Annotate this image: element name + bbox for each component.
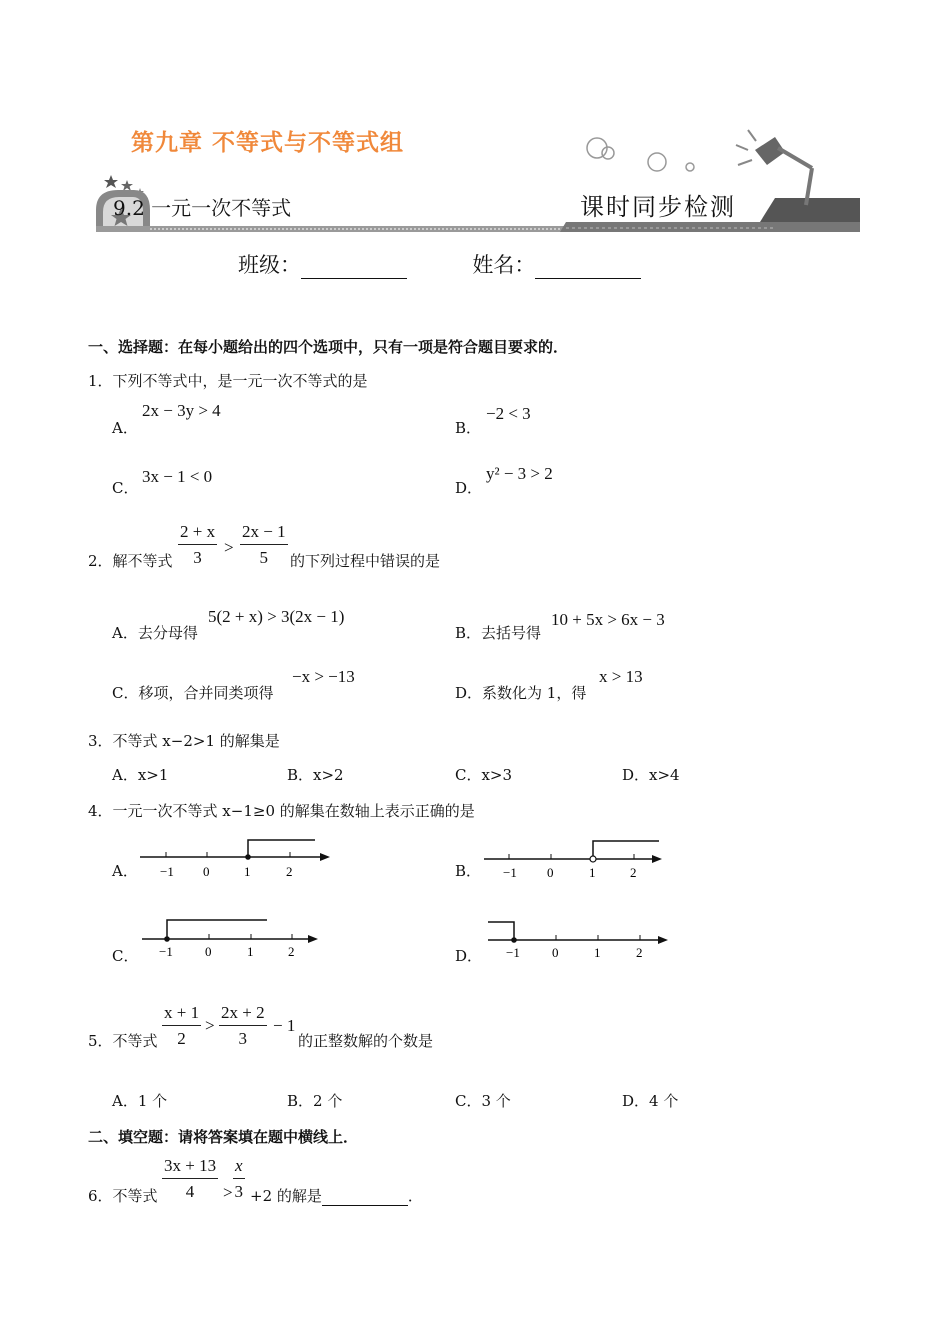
tick-label: 0 [552, 945, 559, 960]
q2-suffix: 的下列过程中错误的是 [290, 552, 441, 570]
part1-heading: 一、选择题：在每小题给出的四个选项中，只有一项是符合题目要求的． [88, 338, 569, 356]
q5-fraction-2 [219, 1003, 267, 1049]
q6-suffix-row [250, 1185, 423, 1206]
q5-fraction-1 [162, 1003, 201, 1049]
q2-option-b-label[interactable]: B．去括号得 [455, 624, 542, 642]
q5-option-c[interactable]: C．3 个 [455, 1092, 511, 1110]
star-icon [121, 180, 133, 191]
class-blank[interactable] [301, 260, 407, 279]
tick-label: 0 [205, 944, 212, 959]
tick-label: −1 [159, 944, 173, 959]
q2-fraction-2 [240, 522, 288, 568]
q4-option-a-label[interactable]: A． [112, 862, 138, 880]
number-line-c [142, 916, 342, 966]
tick-label: −1 [506, 945, 520, 960]
q2-fraction-1-den: 3 [193, 548, 202, 567]
q5-fraction-2-den: 3 [238, 1029, 248, 1048]
q1-option-c-expr: 3x − 1 < 0 [142, 467, 213, 486]
bubble-icon [686, 163, 694, 171]
q4-option-b-label[interactable]: B． [455, 862, 482, 880]
tick-label: 2 [286, 864, 293, 879]
q4-option-c-label[interactable]: C． [112, 947, 139, 965]
tick-label: 1 [589, 865, 596, 880]
q1-option-c-label[interactable]: C． [112, 479, 139, 497]
q5-option-a[interactable]: A．1 个 [112, 1092, 168, 1110]
q6-fraction-2-num: x [235, 1156, 243, 1175]
q2-option-c-label[interactable]: C．移项，合并同类项得 [112, 684, 274, 702]
number-line-a [140, 836, 340, 886]
q6-fraction-2 [233, 1156, 245, 1202]
number-line-d [488, 916, 688, 966]
q2-gt: > [224, 538, 234, 557]
tick-label: 0 [203, 864, 210, 879]
tick-label: 2 [630, 865, 637, 880]
number-line-b [484, 836, 684, 886]
q4-option-d-label[interactable]: D． [455, 947, 483, 965]
class-label: 班级： [238, 253, 301, 277]
section-title: 9.2 一元一次不等式 [113, 196, 292, 220]
name-blank[interactable] [535, 260, 641, 279]
q2-fraction-1-num: 2 + x [180, 522, 216, 541]
q5-minus-one: − 1 [273, 1016, 296, 1035]
q2-option-d-label[interactable]: D．系数化为 1，得 [455, 684, 587, 702]
q5-gt: > [205, 1016, 215, 1035]
q1-option-a-expr: 2x − 3y > 4 [142, 401, 221, 420]
q1-stem: 1．下列不等式中，是一元一次不等式的是 [88, 372, 368, 390]
q5-fraction-2-num: 2x + 2 [221, 1003, 265, 1022]
q6-fraction-1 [162, 1156, 218, 1202]
q3-option-b[interactable]: B．x>2 [287, 766, 344, 784]
q5-fraction-1-num: x + 1 [164, 1003, 200, 1022]
desk-lamp-icon [736, 130, 812, 205]
part2-heading: 二、填空题：请将答案填在题中横线上． [88, 1128, 359, 1146]
tick-label: 1 [244, 864, 251, 879]
tick-label: 0 [547, 865, 554, 880]
star-icon [104, 175, 118, 188]
q3-option-d[interactable]: D．x>4 [622, 766, 680, 784]
chapter-title: 第九章 不等式与不等式组 [131, 130, 405, 156]
tick-label: −1 [160, 864, 174, 879]
q2-fraction-2-num: 2x − 1 [242, 522, 286, 541]
q1-option-d-label[interactable]: D． [455, 479, 483, 497]
tick-label: 2 [636, 945, 643, 960]
q2-option-b-expr: 10 + 5x > 6x − 3 [551, 610, 665, 629]
q2-prefix [88, 550, 173, 571]
q1-option-b-expr: −2 < 3 [486, 404, 531, 423]
q2-fraction-1 [178, 522, 217, 568]
tick-label: 1 [594, 945, 601, 960]
q2-prefix-text: 2．解不等式 [88, 552, 173, 570]
q2-option-a-label[interactable]: A．去分母得 [112, 624, 198, 642]
sync-check-label: 课时同步检测 [580, 193, 736, 221]
q4-stem: 4．一元一次不等式 x−1≥0 的解集在数轴上表示正确的是 [88, 802, 475, 820]
q6-gt: > [223, 1183, 233, 1202]
q6-fraction-1-num: 3x + 13 [164, 1156, 217, 1175]
q6-prefix: 6．不等式 [88, 1187, 158, 1205]
q2-option-c-expr: −x > −13 [292, 667, 355, 686]
bubble-icon [648, 153, 666, 171]
tick-label: −1 [503, 865, 517, 880]
q5-option-b[interactable]: B．2 个 [287, 1092, 343, 1110]
q2-option-a-expr: 5(2 + x) > 3(2x − 1) [208, 607, 345, 626]
q2-fraction-2-den: 5 [259, 548, 269, 567]
tick-label: 2 [288, 944, 295, 959]
tick-label: 1 [247, 944, 254, 959]
q2-option-d-expr: x > 13 [599, 667, 643, 686]
name-label: 姓名： [472, 253, 536, 277]
q3-stem: 3．不等式 x−2>1 的解集是 [88, 732, 280, 750]
q6-suffix: +2 的解是 [250, 1187, 322, 1205]
student-info [238, 249, 641, 279]
q1-option-d-expr: y² − 3 > 2 [486, 464, 553, 483]
q5-fraction-1-den: 2 [177, 1029, 186, 1048]
q5-suffix: 的正整数解的个数是 [298, 1032, 434, 1050]
q6-fraction-1-den: 4 [185, 1182, 195, 1201]
q5-prefix: 5．不等式 [88, 1032, 158, 1050]
q1-option-b-label[interactable]: B． [455, 419, 482, 437]
q5-option-d[interactable]: D．4 个 [622, 1092, 679, 1110]
q6-fraction-2-den: 3 [234, 1182, 244, 1201]
q3-option-c[interactable]: C．x>3 [455, 766, 513, 784]
bubble-icon [602, 147, 614, 159]
q6-end: ． [407, 1187, 423, 1205]
q3-option-a[interactable]: A．x>1 [112, 766, 169, 784]
q6-answer-blank[interactable] [322, 1191, 408, 1206]
q1-option-a-label[interactable]: A． [112, 419, 138, 437]
